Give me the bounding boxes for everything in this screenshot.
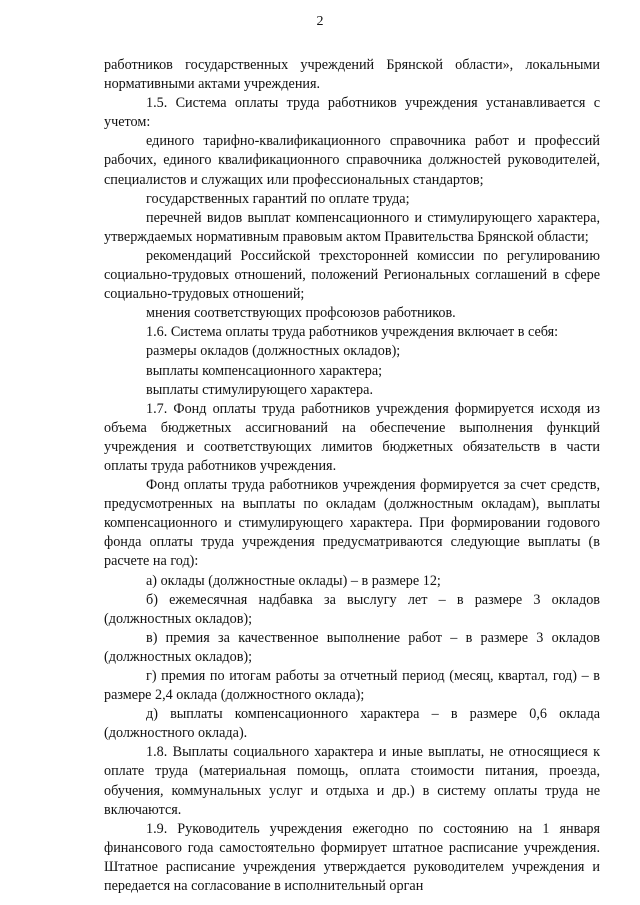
paragraph: г) премия по итогам работы за отчетный период (месяц, квартал, год) – в размере 2,4 оклада (должностного оклада); [104,668,600,704]
paragraph: рекомендаций Российской трехсторонней комиссии по регулированию социально-трудовых отношений, положений Региональных соглашений в сфере социально-трудовых отношений; [104,247,600,303]
paragraph: размеры окладов (должностных окладов); [146,343,401,360]
paragraph: работников государственных учреждений Брянской области», локальными нормативными актами учреждения. [104,57,600,93]
paragraph: д) выплаты компенсационного характера – в размере 0,6 оклада (должностного оклада). [104,706,600,742]
paragraph: Фонд оплаты труда работников учреждения формируется за счет средств, предусмотренных на выплаты по окладам (должностным окладам), выплаты компенсационного и стимулирующего характера. При формировании годового фонда оплаты труда учреждения предусматриваются следующие выплаты (в расчете на год): [104,477,600,570]
paragraph: государственных гарантий по оплате труда; [146,190,410,207]
paragraph: перечней видов выплат компенсационного и стимулирующего характера, утверждаемых нормативным правовым актом Правительства Брянской области; [104,209,600,245]
paragraph: 1.8. Выплаты социального характера и иные выплаты, не относящиеся к оплате труда (материальная помощь, оплата стоимости питания, проезда, обучения, коммунальных услуг и отдыха и др.) в систему оплаты труда не включаются. [104,744,600,818]
paragraph: выплаты компенсационного характера; [146,362,383,379]
paragraph: мнения соответствующих профсоюзов работников. [146,305,456,322]
paragraph: а) оклады (должностные оклады) – в размере 12; [146,572,441,589]
paragraph: б) ежемесячная надбавка за выслугу лет – в размере 3 окладов (должностных окладов); [104,591,600,627]
paragraph: единого тарифно-квалификационного справочника работ и профессий рабочих, единого квалификационного справочника должностей руководителей, специалистов и служащих или профессиональных стандартов; [104,133,600,188]
paragraph: 1.9. Руководитель учреждения ежегодно по состоянию на 1 января финансового года самостоятельно формирует штатное расписание учреждения. Штатное расписание учреждения утверждается руководителем учреждения и передается на согласование в исполнительный орган [104,820,600,895]
paragraph: 1.7. Фонд оплаты труда работников учреждения формируется исходя из объема бюджетных ассигнований на обеспечение выполнения функций учреждения и соответствующих лимитов бюджетных обязательств в части оплаты труда работников учреждения. [104,400,600,474]
paragraph: выплаты стимулирующего характера. [146,381,373,398]
paragraph: в) премия за качественное выполнение работ – в размере 3 окладов (должностных окладов); [104,629,600,665]
page-number: 2 [316,14,324,29]
document-body [104,56,600,896]
paragraph: 1.5. Система оплаты труда работников учреждения устанавливается с учетом: [104,95,600,131]
paragraph: 1.6. Система оплаты труда работников учреждения включает в себя: [146,324,559,341]
